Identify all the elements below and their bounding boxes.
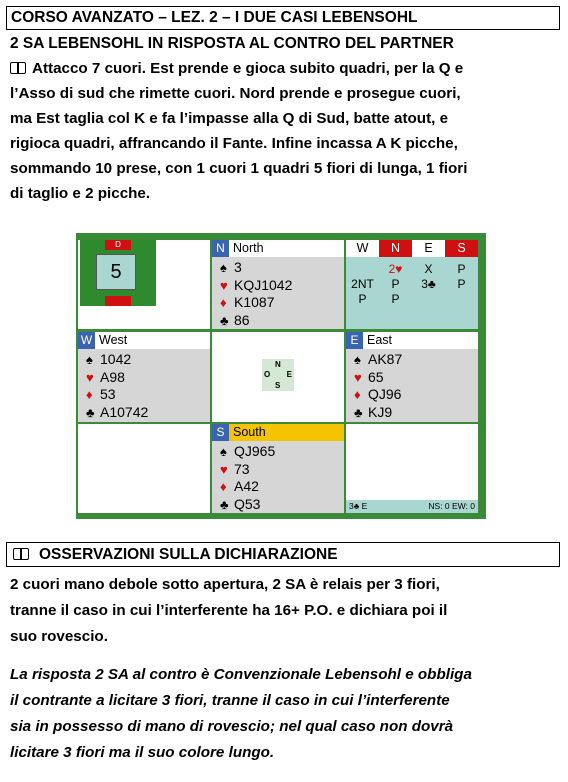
west-spades xyxy=(78,351,210,369)
south-seat-badge: S xyxy=(212,424,229,441)
section-title: OSSERVAZIONI SULLA DICHIARAZIONE xyxy=(39,546,338,563)
south-hearts xyxy=(212,461,344,479)
west-spades-cards: 1042 xyxy=(100,351,132,367)
italic-note xyxy=(10,662,562,766)
north-clubs-cards: 86 xyxy=(234,311,250,328)
vulnerability-marker-south xyxy=(105,296,131,306)
west-clubs xyxy=(78,404,210,422)
bid: 2♥ xyxy=(388,262,403,276)
west-seat-badge: W xyxy=(78,332,95,349)
diamond-icon: ♦ xyxy=(220,479,227,494)
east-diamonds xyxy=(346,386,478,404)
east-clubs xyxy=(346,404,478,422)
spade-icon: ♠ xyxy=(220,444,227,459)
auction-header-e: E xyxy=(412,240,445,257)
heart-icon: ♥ xyxy=(220,461,228,477)
book-icon xyxy=(13,548,29,560)
east-header xyxy=(346,332,478,349)
result-cell xyxy=(346,424,478,513)
note-line: licitare 3 fiori ma il suo colore lungo. xyxy=(10,744,275,761)
west-name: West xyxy=(99,333,128,347)
intro-line: sommando 10 prese, con 1 cuori 1 quadri 5 fiori di lunga, 1 fiori xyxy=(10,160,468,177)
club-icon: ♣ xyxy=(86,404,95,420)
dealer-marker: D xyxy=(105,240,131,250)
page-subtitle: 2 SA LEBENSOHL IN RISPOSTA AL CONTRO DEL PARTNER xyxy=(10,35,454,52)
observation-line: tranne il caso in cui l’interferente ha 16+ P.O. e dichiara poi il xyxy=(10,602,448,619)
west-header xyxy=(78,332,210,349)
bid: P xyxy=(358,292,367,306)
board-number: 5 xyxy=(96,254,136,290)
bid: 2NT xyxy=(351,277,374,291)
north-hearts xyxy=(212,277,344,295)
north-spades xyxy=(212,259,344,277)
west-hand xyxy=(78,349,210,422)
south-spades-cards: QJ965 xyxy=(234,443,276,459)
title-box xyxy=(6,6,560,30)
score: NS: 0 EW: 0 xyxy=(428,501,475,511)
observation-line: suo rovescio. xyxy=(10,628,108,645)
spade-icon: ♠ xyxy=(220,260,227,275)
north-hearts-cards: KQJ1042 xyxy=(234,276,293,293)
heart-icon: ♥ xyxy=(220,277,228,293)
east-seat-badge: E xyxy=(346,332,363,349)
board-info-cell xyxy=(78,240,210,329)
heart-icon: ♥ xyxy=(354,369,362,385)
intro-line: ma Est taglia col K e fa l’impasse alla Q di Sud, batte atout, e xyxy=(10,110,449,127)
south-hearts-cards: 73 xyxy=(234,460,250,477)
note-line: La risposta 2 SA al contro è Convenzionale Lebensohl e obbliga xyxy=(10,666,472,683)
intro-line: Attacco 7 cuori. Est prende e gioca subito quadri, per la Q e xyxy=(32,60,464,77)
club-icon: ♣ xyxy=(220,312,229,328)
diamond-icon: ♦ xyxy=(220,295,227,310)
bid: P xyxy=(391,292,400,306)
east-hand xyxy=(346,349,478,422)
club-icon: ♣ xyxy=(354,404,363,420)
south-diamonds-cards: A42 xyxy=(234,478,259,494)
north-header xyxy=(212,240,344,257)
west-hearts-cards: A98 xyxy=(100,368,125,385)
south-name: South xyxy=(233,425,266,439)
empty-cell xyxy=(78,424,210,513)
north-diamonds-cards: K1087 xyxy=(234,294,275,310)
west-diamonds xyxy=(78,386,210,404)
east-clubs-cards: KJ9 xyxy=(368,403,393,420)
north-clubs xyxy=(212,312,344,330)
contract: 3♣ E xyxy=(349,501,368,511)
spade-icon: ♠ xyxy=(86,352,93,367)
observation-line: 2 cuori mano debole sotto apertura, 2 SA è relais per 3 fiori, xyxy=(10,576,440,593)
east-diamonds-cards: QJ96 xyxy=(368,386,402,402)
bridge-board xyxy=(76,233,486,519)
intro-line: l’Asso di sud che rimette cuori. Nord prende e prosegue cuori, xyxy=(10,85,461,102)
west-clubs-cards: A10742 xyxy=(100,403,149,420)
east-hearts-cards: 65 xyxy=(368,368,384,385)
auction-header-s: S xyxy=(445,240,478,257)
bid: P xyxy=(391,277,400,291)
club-icon: ♣ xyxy=(220,496,229,512)
bid: P xyxy=(457,262,466,276)
bid: X xyxy=(424,262,433,276)
north-name: North xyxy=(233,241,264,255)
compass-n: N xyxy=(275,360,281,369)
diamond-icon: ♦ xyxy=(86,387,93,402)
note-line: il contrante a licitare 3 fiori, tranne il caso in cui l’interferente xyxy=(10,692,450,709)
compass-s: S xyxy=(275,381,281,390)
north-diamonds xyxy=(212,294,344,312)
south-spades xyxy=(212,443,344,461)
south-clubs-cards: Q53 xyxy=(234,495,261,512)
north-hand xyxy=(212,257,344,329)
north-seat-badge: N xyxy=(212,240,229,257)
section-header-box xyxy=(6,542,560,567)
intro-line: di taglio e 2 picche. xyxy=(10,185,151,202)
east-name: East xyxy=(367,333,393,347)
east-spades-cards: AK87 xyxy=(368,351,403,367)
auction-header-n: N xyxy=(379,240,412,257)
compass-o: O xyxy=(264,370,271,379)
bid: 3♣ xyxy=(421,277,436,291)
compass xyxy=(262,359,294,391)
page-title: CORSO AVANZATO – LEZ. 2 – I DUE CASI LEBENSOHL xyxy=(11,9,418,26)
intro-paragraph xyxy=(10,56,560,206)
board-tray xyxy=(80,240,156,306)
south-hand xyxy=(212,441,344,513)
south-header xyxy=(212,424,344,441)
south-diamonds xyxy=(212,478,344,496)
spade-icon: ♠ xyxy=(354,352,361,367)
east-hearts xyxy=(346,369,478,387)
north-spades-cards: 3 xyxy=(234,259,242,275)
west-diamonds-cards: 53 xyxy=(100,386,116,402)
auction-header-w: W xyxy=(346,240,379,257)
observations-paragraph xyxy=(10,572,562,650)
auction-box xyxy=(346,240,478,329)
table-center xyxy=(212,332,344,422)
west-hearts xyxy=(78,369,210,387)
diamond-icon: ♦ xyxy=(354,387,361,402)
compass-e: E xyxy=(286,370,292,379)
intro-line: rigioca quadri, affrancando il Fante. Infine incassa A K picche, xyxy=(10,135,458,152)
south-clubs xyxy=(212,496,344,514)
book-icon xyxy=(10,62,26,74)
result-bar xyxy=(346,500,478,513)
note-line: sia in possesso di mano di rovescio; nel qual caso non dovrà xyxy=(10,718,454,735)
heart-icon: ♥ xyxy=(86,369,94,385)
east-spades xyxy=(346,351,478,369)
bid: P xyxy=(457,277,466,291)
